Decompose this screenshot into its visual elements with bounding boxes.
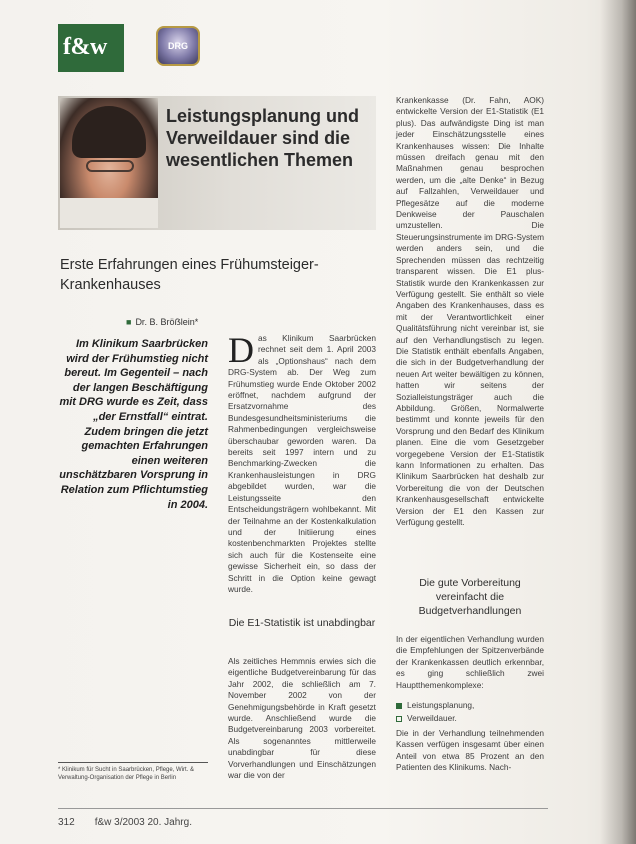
photo-collar — [60, 198, 158, 228]
list-item — [396, 699, 544, 712]
article-subtitle: Erste Erfahrungen eines Frühumsteiger-Krankenhauses — [60, 257, 319, 293]
author-photo — [60, 98, 158, 228]
lead-paragraph: Im Klinikum Saarbrücken wird der Frühumstieg nicht bereut. Im Gegenteil – nach der langen Beschäftigung mit DRG wurde es Zeit, dass „der Ernstfall“ eintrat. Zudem bringen die jetzt gemachten Erfahrungen einen weiteren unschätzbaren Vorsprung in Relation zum Pflichtumstieg in 2004. — [59, 338, 208, 511]
bullet-list — [396, 699, 544, 725]
footer-divider — [58, 808, 548, 809]
list-item-text: Verweildauer. — [407, 713, 457, 723]
footnote-divider — [58, 762, 208, 763]
author-line — [126, 317, 198, 327]
author-marker-icon: ■ — [126, 317, 132, 327]
body-column-2c: Die in der Verhandlung teilnehmenden Kassen verfügen insgesamt über einen Anteil von etwa 85 Prozent an den Patienten des Klinikums. Nach- — [396, 728, 544, 773]
body-column-2: Krankenkasse (Dr. Fahn, AOK) entwickelte Version der E1-Statistik (E1 plus). Das aufwändigste Ding ist man jeder Einschätzungsstelle eines Krankenhauses wissen: Die Inhalte müssen dreifach genau mit den Maßnahmen genau besprochen werden, um die „alte Denke“ in Bezug auf Fallzahlen, Verweildauer und Pflegesätze auf die moderne Denkweise der Pauschalen umzustellen. Die Steuerungsinstrumente im DRG-System werden anders sein, und die Sprechenden müssen das rechtzeitig transparent wissen. Die E1 plus-Statistik wurde den Krankenkassen zur Verfügung gestellt. Sie enthält so viele Angaben des Krankenhauses, dass es mit der Verantwortlichkeit einer Qualitätsführung nicht vereinbar ist, sie auf den Verhandlungstisch zu legen. Die Statistik enthält ebenfalls Angaben, die sich in der Budgetverhandlung der neuen Art weiter bewältigen zu können, hatten wir seitens der Sozialleistungsträger auch die Abbildung. Größen, Normalwerte bestimmt und konnte jeweils für den Vorsprung und den Bedarf des Klinikum planen. Eine die vom Gesetzgeber vorgegebene Version der E1-Statistik kann Informationen zu erhalten. Das Klinikum Saarbrücken hat deshalb zur Vorbereitung die von der Deutschen Krankenhausgesellschaft entwickelte Version der E1 den Kassen zur Verfügung gestellt. — [396, 95, 545, 528]
subheading-1: Die E1-Statistik ist unabdingbar — [228, 617, 376, 629]
list-item — [396, 712, 544, 725]
page-footer — [58, 817, 192, 828]
bullet-square-outline-icon — [396, 716, 402, 722]
page-fold-shadow — [600, 0, 636, 844]
photo-hair — [72, 106, 146, 158]
body-text-1: as Klinikum Saarbrücken rechnet seit dem 1. April 2003 als „Optionshaus“ nach dem DRG-System ab. Der Weg zum Frühumstieg wurde Ende Oktober 2002 eröffnet, nachdem aufgrund der Ersatzvornahme des Bundesgesundheitsministeriums die Rahmenbedingungen vergleichsweise überschaubar geworden waren. Da bereits seit 1997 intern und zu Benchmarking-Zwecken die Krankenhausleistungen in DRG abgebildet wurden, war die Leistungsseite den Entscheidungsträgern wohlbekannt. Mit der Teilnahme an der Kostenkalkulation und der Initiierung eines kostenbenchmarkten Projektes stellte sich auch für die Kostenseite eine gewisse Sicherheit ein, so dass der Schritt in die Option keine gewagt wurde. — [228, 333, 376, 594]
list-item-text: Leistungsplanung, — [407, 700, 475, 710]
subheading-2: Die gute Vorbereitung vereinfacht die Budgetverhandlungen — [418, 577, 522, 617]
article-title: Leistungsplanung und Verweildauer sind die wesentlichen Themen — [166, 106, 359, 170]
drg-badge-label: DRG — [168, 41, 188, 51]
author-name: Dr. B. Bröẞlein* — [135, 317, 199, 327]
body-column-1b: Als zeitliches Hemmnis erwies sich die eigentliche Budgetvereinbarung für das Jahr 2002, die schließlich am 7. November 2002 von der Genehmigungsbehörde in Kraft gesetzt wurde. Anschließend wurde die Budgetvereinbarung 2003 vorbereitet. Als sogenanntes mittlerweile unabdingbar für diese Vorverhandlungen und Einschätzungen war die von der — [228, 656, 376, 781]
body-column-2b: In der eigentlichen Verhandlung wurden die Empfehlungen der Spitzenverbände der Krankenkassen deutlich erkennbar, es ging schließlich zwei Hauptthemenkomplexe: — [396, 634, 544, 690]
bullet-square-icon — [396, 703, 402, 709]
drg-badge-icon — [156, 26, 200, 66]
photo-glasses — [86, 160, 134, 172]
page-number: 312 — [58, 817, 75, 828]
drop-cap: D — [228, 330, 254, 370]
issue-info: f&w 3/2003 20. Jahrg. — [94, 817, 192, 828]
footnote: * Klinikum für Sucht in Saarbrücken, Pflege, Wirt. & Verwaltung-Organisation der Pflege in Berlin — [58, 767, 195, 781]
magazine-logo: f&w — [63, 34, 107, 60]
body-column-1 — [228, 330, 376, 595]
